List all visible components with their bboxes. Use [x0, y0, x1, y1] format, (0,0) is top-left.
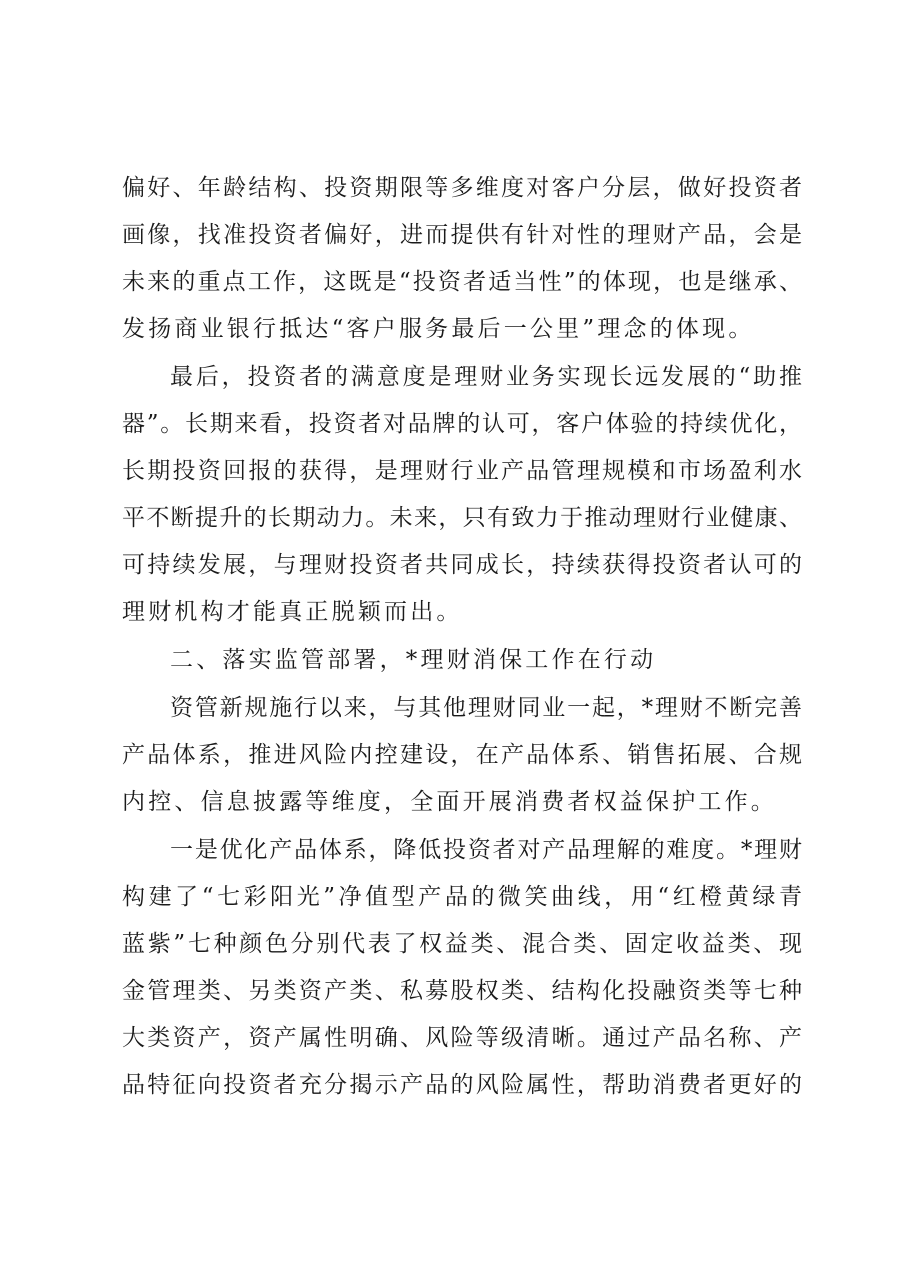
text-line: 理财机构才能真正脱颖而出。 — [122, 599, 463, 625]
text-line: 品特征向投资者充分揭示产品的风险属性，帮助消费者更好的 — [122, 1072, 802, 1098]
text-line: 画像，找准投资者偏好，进而提供有针对性的理财产品，会是 — [122, 222, 802, 248]
text-line: 平不断提升的长期动力。未来，只有致力于推动理财行业健康、 — [122, 505, 802, 531]
text-line: 偏好、年龄结构、投资期限等多维度对客户分层，做好投资者 — [122, 175, 802, 201]
text-line: 未来的重点工作，这既是“投资者适当性”的体现，也是继承、 — [122, 269, 802, 295]
text-line: 可持续发展，与理财投资者共同成长，持续获得投资者认可的 — [122, 552, 802, 578]
text-line: 构建了“七彩阳光”净值型产品的微笑曲线，用“红橙黄绿青 — [122, 884, 802, 910]
text-line: 蓝紫”七种颜色分别代表了权益类、混合类、固定收益类、现 — [122, 931, 802, 957]
text-line: 器”。长期来看，投资者对品牌的认可，客户体验的持续优化， — [122, 411, 802, 437]
text-line: 发扬商业银行抵达“客户服务最后一公里”理念的体现。 — [122, 316, 755, 342]
text-line: 金管理类、另类资产类、私募股权类、结构化投融资类等七种 — [122, 978, 802, 1004]
section-heading: 二、落实监管部署，*理财消保工作在行动 — [170, 647, 657, 673]
text-line: 内控、信息披露等维度，全面开展消费者权益保护工作。 — [122, 789, 777, 815]
text-line: 资管新规施行以来，与其他理财同业一起，*理财不断完善 — [170, 695, 802, 721]
text-line: 一是优化产品体系，降低投资者对产品理解的难度。*理财 — [170, 837, 802, 863]
text-line: 最后，投资者的满意度是理财业务实现长远发展的“助推 — [170, 364, 802, 390]
text-line: 大类资产，资产属性明确、风险等级清晰。通过产品名称、产 — [122, 1025, 802, 1051]
text-line: 长期投资回报的获得，是理财行业产品管理规模和市场盈利水 — [122, 458, 802, 484]
text-line: 产品体系，推进风险内控建设，在产品体系、销售拓展、合规 — [122, 742, 802, 768]
